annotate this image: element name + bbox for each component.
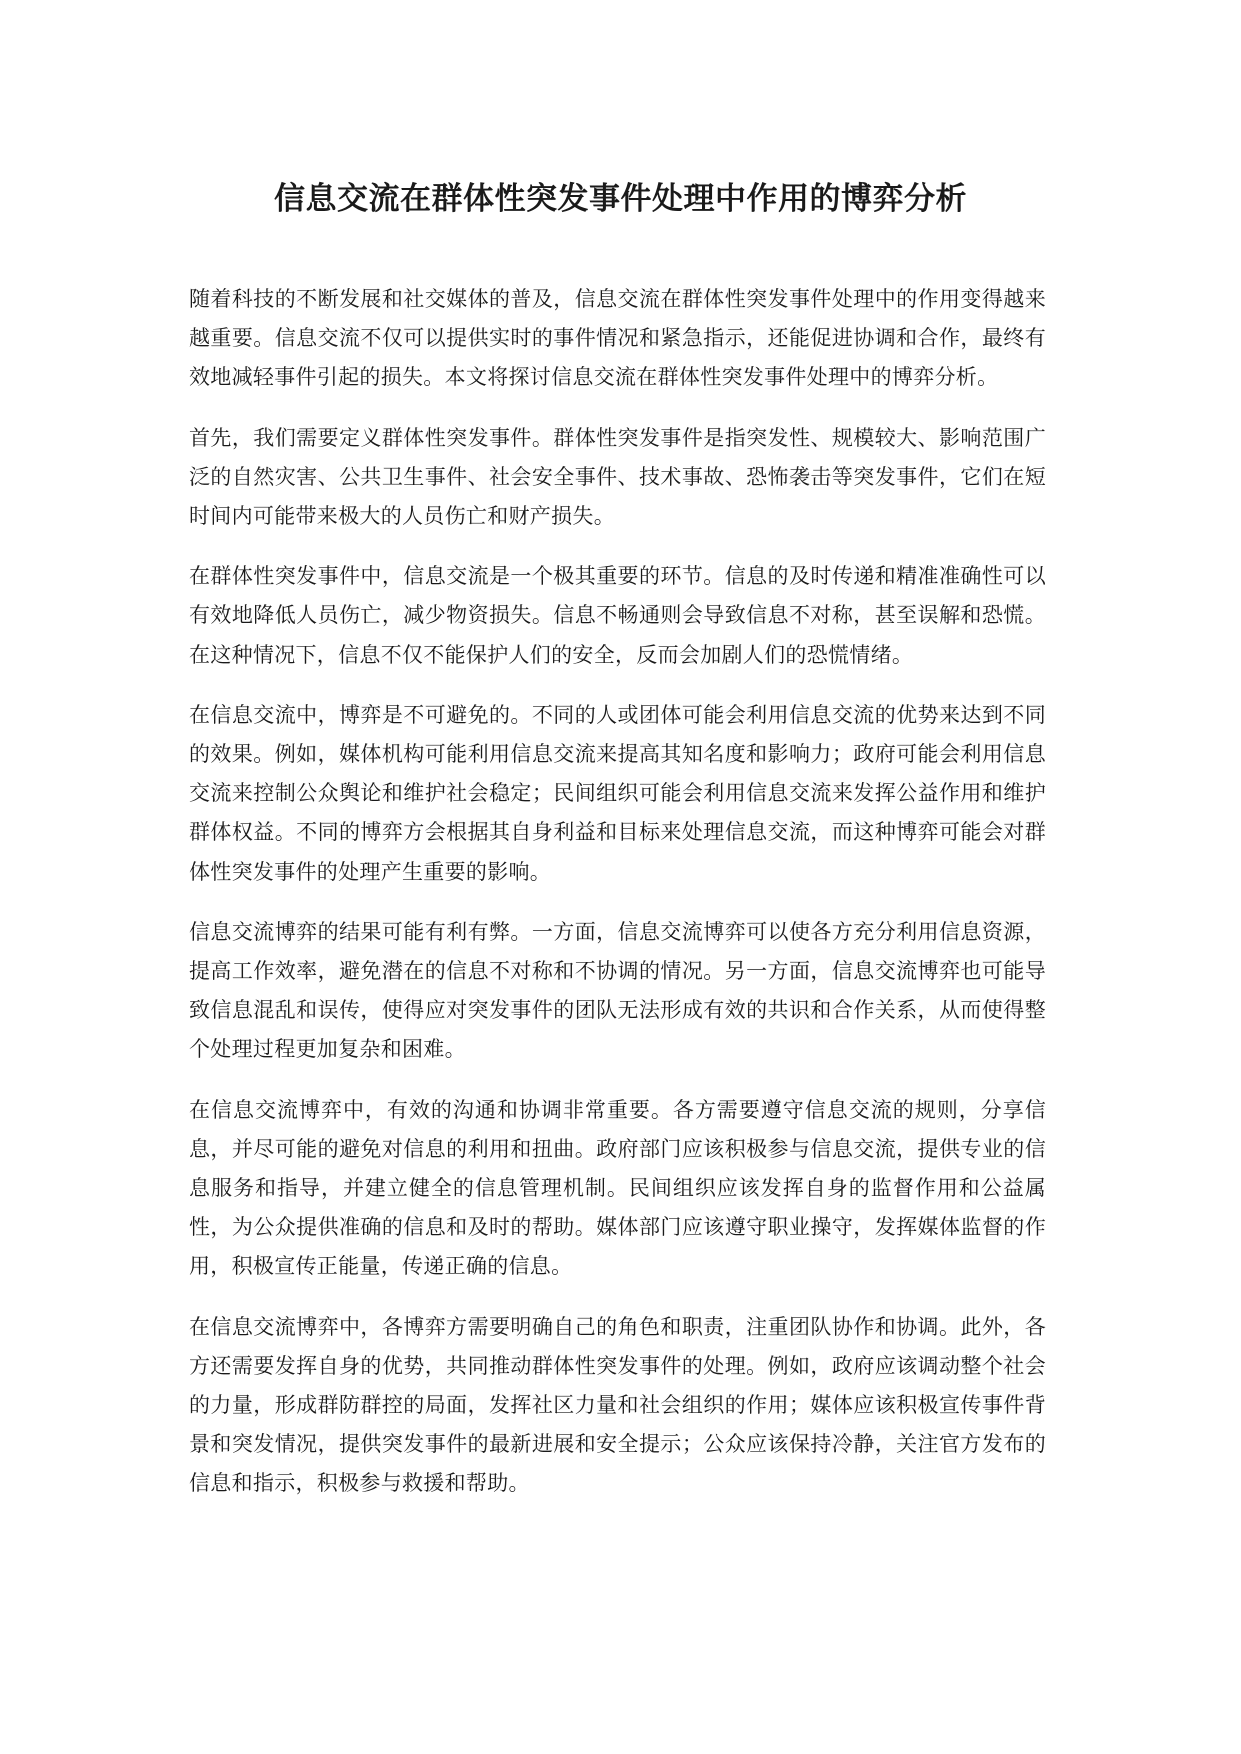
paragraph-importance: 在群体性突发事件中，信息交流是一个极其重要的环节。信息的及时传递和精准准确性可以有效地降低人员伤亡，减少物资损失。信息不畅通则会导致信息不对称，甚至误解和恐慌。在这种情况下，信息不仅不能保护人们的安全，反而会加剧人们的恐慌情绪。 (189, 564, 1046, 667)
document-body (189, 280, 1046, 1525)
paragraph-communication: 在信息交流博弈中，有效的沟通和协调非常重要。各方需要遵守信息交流的规则，分享信息，并尽可能的避免对信息的利用和扭曲。政府部门应该积极参与信息交流，提供专业的信息服务和指导，并建立健全的信息管理机制。民间组织应该发挥自身的监督作用和公益属性，为公众提供准确的信息和及时的帮助。媒体部门应该遵守职业操守，发挥媒体监督的作用，积极宣传正能量，传递正确的信息。 (189, 1097, 1046, 1279)
paragraph-intro: 随着科技的不断发展和社交媒体的普及，信息交流在群体性突发事件处理中的作用变得越来越重要。信息交流不仅可以提供实时的事件情况和紧急指示，还能促进协调和合作，最终有效地减轻事件引起的损失。本文将探讨信息交流在群体性突发事件处理中的博弈分析。 (189, 287, 1046, 390)
paragraph-roles: 在信息交流博弈中，各博弈方需要明确自己的角色和职责，注重团队协作和协调。此外，各方还需要发挥自身的优势，共同推动群体性突发事件的处理。例如，政府应该调动整个社会的力量，形成群防群控的局面，发挥社区力量和社会组织的作用；媒体应该积极宣传事件背景和突发情况，提供突发事件的最新进展和安全提示；公众应该保持冷静，关注官方发布的信息和指示，积极参与救援和帮助。 (189, 1314, 1046, 1496)
paragraph-game-inevitable: 在信息交流中，博弈是不可避免的。不同的人或团体可能会利用信息交流的优势来达到不同的效果。例如，媒体机构可能利用信息交流来提高其知名度和影响力；政府可能会利用信息交流来控制公众舆论和维护社会稳定；民间组织可能会利用信息交流来发挥公益作用和维护群体权益。不同的博弈方会根据其自身利益和目标来处理信息交流，而这种博弈可能会对群体性突发事件的处理产生重要的影响。 (189, 702, 1046, 884)
paragraph-pros-cons: 信息交流博弈的结果可能有利有弊。一方面，信息交流博弈可以使各方充分利用信息资源，提高工作效率，避免潜在的信息不对称和不协调的情况。另一方面，信息交流博弈也可能导致信息混乱和误传，使得应对突发事件的团队无法形成有效的共识和合作关系，从而使得整个处理过程更加复杂和困难。 (189, 919, 1046, 1062)
paragraph-definition: 首先，我们需要定义群体性突发事件。群体性突发事件是指突发性、规模较大、影响范围广泛的自然灾害、公共卫生事件、社会安全事件、技术事故、恐怖袭击等突发事件，它们在短时间内可能带来极大的人员伤亡和财产损失。 (189, 425, 1046, 529)
document-title: 信息交流在群体性突发事件处理中作用的博弈分析 (274, 181, 967, 217)
